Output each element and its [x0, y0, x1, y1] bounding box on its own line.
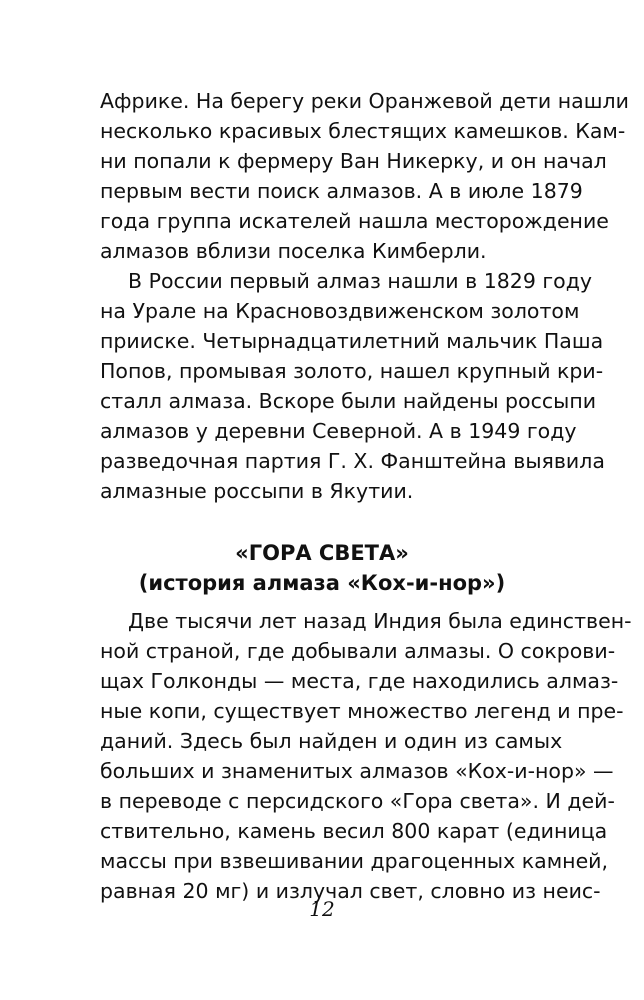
paragraph-2-line-4: Попов, промывая золото, нашел крупный кри- — [100, 359, 604, 383]
section-paragraph-line-10: равная 20 мг) и излучал свет, словно из неис- — [100, 879, 601, 903]
section-paragraph-line-9: массы при взвешивании драгоценных камней, — [100, 849, 609, 873]
paragraph-1-line-2: несколько красивых блестящих камешков. Кам- — [100, 119, 626, 143]
paragraph-1-line-5: года группа искателей нашла месторождение — [100, 209, 609, 233]
section-paragraph-line-1: Две тысячи лет назад Индия была единствен- — [128, 609, 632, 633]
section-paragraph-line-5: даний. Здесь был найден и один из самых — [100, 729, 563, 753]
paragraph-2-line-5: сталл алмаза. Вскоре были найдены россыпи — [100, 389, 597, 413]
section-paragraph-line-2: ной страной, где добывали алмазы. О сокрови- — [100, 639, 616, 663]
paragraph-1-line-6: алмазов вблизи поселка Кимберли. — [100, 239, 487, 263]
section-paragraph-line-4: ные копи, существует множество легенд и пре- — [100, 699, 624, 723]
paragraph-2-line-6: алмазов у деревни Северной. А в 1949 году — [100, 419, 577, 443]
paragraph-2-line-3: прииске. Четырнадцатилетний мальчик Паша — [100, 329, 604, 353]
paragraph-2-line-2: на Урале на Красновоздвиженском золотом — [100, 299, 580, 323]
paragraph-1-line-3: ни попали к фермеру Ван Никерку, и он начал — [100, 149, 607, 173]
page-number: 12 — [309, 897, 335, 921]
paragraph-1-line-4: первым вести поиск алмазов. А в июле 1879 — [100, 179, 583, 203]
paragraph-2-line-7: разведочная партия Г. Х. Фанштейна выявила — [100, 449, 605, 473]
section-paragraph-line-3: щах Голконды — места, где находились алмаз- — [100, 669, 619, 693]
paragraph-2-line-1: В России первый алмаз нашли в 1829 году — [128, 269, 593, 293]
section-subtitle: (история алмаза «Кох-и-нор») — [138, 571, 506, 595]
section-paragraph-line-8: ствительно, камень весил 800 карат (единица — [100, 819, 608, 843]
section-paragraph-line-6: больших и знаменитых алмазов «Кох-и-нор» — — [100, 759, 614, 783]
section-title: «ГОРА СВЕТА» — [235, 541, 409, 565]
paragraph-1-line-1: Африке. На берегу реки Оранжевой дети нашли — [100, 89, 629, 113]
paragraph-2-line-8: алмазные россыпи в Якутии. — [100, 479, 414, 503]
section-paragraph-line-7: в переводе с персидского «Гора света». И дей- — [100, 789, 615, 813]
